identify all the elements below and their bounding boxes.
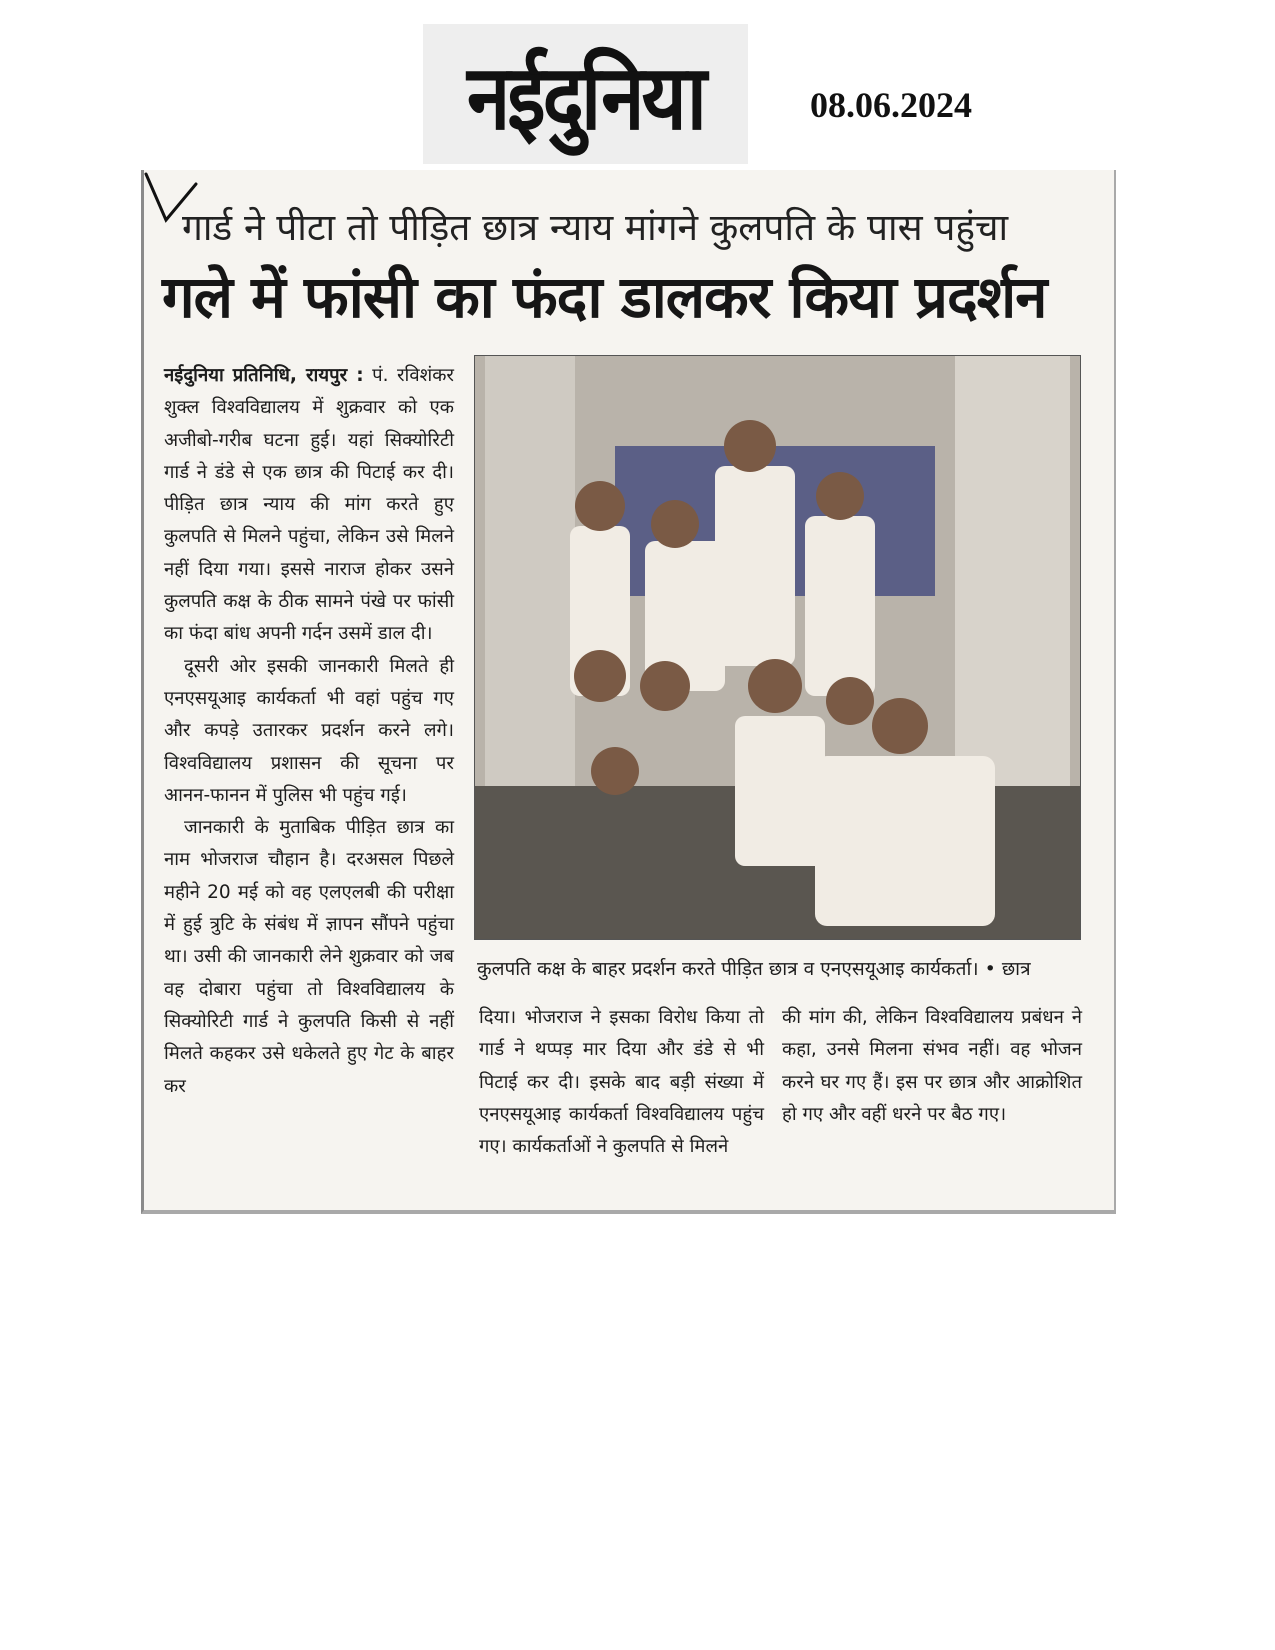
masthead-logo — [423, 24, 748, 164]
article-column-3 — [782, 1002, 1082, 1131]
publication-date: 08.06.2024 — [810, 85, 972, 125]
paragraph: जानकारी के मुताबिक पीड़ित छात्र का नाम भोजराज चौहान है। दरअसल पिछले महीने 20 मई को वह एलएलबी की परीक्षा में हुई त्रुटि के संबंध में ज्ञापन सौंपने पहुंचा था। उसी की जानकारी लेने शुक्रवार को जब वह दोबारा पहुंचा तो विश्वविद्यालय के सिक्योरिटी गार्ड ने कुलपति किसी से नहीं मिलते कहकर उसे धकेलते हुए गेट के बाहर कर — [164, 817, 454, 1097]
newspaper-name: नईदुनिया — [467, 46, 704, 151]
paragraph-text: पं. रविशंकर शुक्ल विश्वविद्यालय में शुक्रवार को एक अजीबो-गरीब घटना हुई। यहां सिक्योरिटी गार्ड ने डंडे से एक छात्र की पिटाई कर दी। पीड़ित छात्र न्याय की मांग करते हुए कुलपति से मिलने पहुंचा, लेकिन उसे मिलने नहीं दिया गया। इससे नाराज होकर उसने कुलपति कक्ष के ठीक सामने पंखे पर फांसी का फंदा बांध अपनी गर्दन उसमें डाल दी। — [164, 365, 454, 645]
paragraph — [164, 360, 454, 651]
headline-kicker: गार्ड ने पीटा तो पीड़ित छात्र न्याय मांगने कुलपति के पास पहुंचा — [182, 206, 1009, 249]
article-column-1 — [164, 360, 454, 1103]
headline: गले में फांसी का फंदा डालकर किया प्रदर्शन — [162, 263, 1047, 331]
byline: नईदुनिया प्रतिनिधि, रायपुर : — [164, 365, 364, 386]
protest-photo-illustration — [475, 356, 1080, 939]
photo-caption: कुलपति कक्ष के बाहर प्रदर्शन करते पीड़ित छात्र व एनएसयूआइ कार्यकर्ता। • छात्र — [477, 958, 1031, 980]
paragraph: दूसरी ओर इसकी जानकारी मिलते ही एनएसयूआइ कार्यकर्ता भी वहां पहुंच गए और कपड़े उतारकर प्रदर्शन करने लगे। विश्वविद्यालय प्रशासन की सूचना पर आनन-फानन में पुलिस भी पहुंच गई। — [164, 655, 454, 806]
news-photo — [474, 355, 1081, 940]
news-clipping — [141, 170, 1116, 1214]
article-column-2 — [479, 1002, 764, 1163]
paragraph: दिया। भोजराज ने इसका विरोध किया तो गार्ड ने थप्पड़ मार दिया और डंडे से भी पिटाई कर दी। इसके बाद बड़ी संख्या में एनएसयूआइ कार्यकर्ता विश्वविद्यालय पहुंच गए। कार्यकर्ताओं ने कुलपति से मिलने — [479, 1007, 764, 1158]
paragraph: की मांग की, लेकिन विश्वविद्यालय प्रबंधन ने कहा, उनसे मिलना संभव नहीं। वह भोजन करने घर गए हैं। इस पर छात्र और आक्रोशित हो गए और वहीं धरने पर बैठ गए। — [782, 1007, 1082, 1125]
